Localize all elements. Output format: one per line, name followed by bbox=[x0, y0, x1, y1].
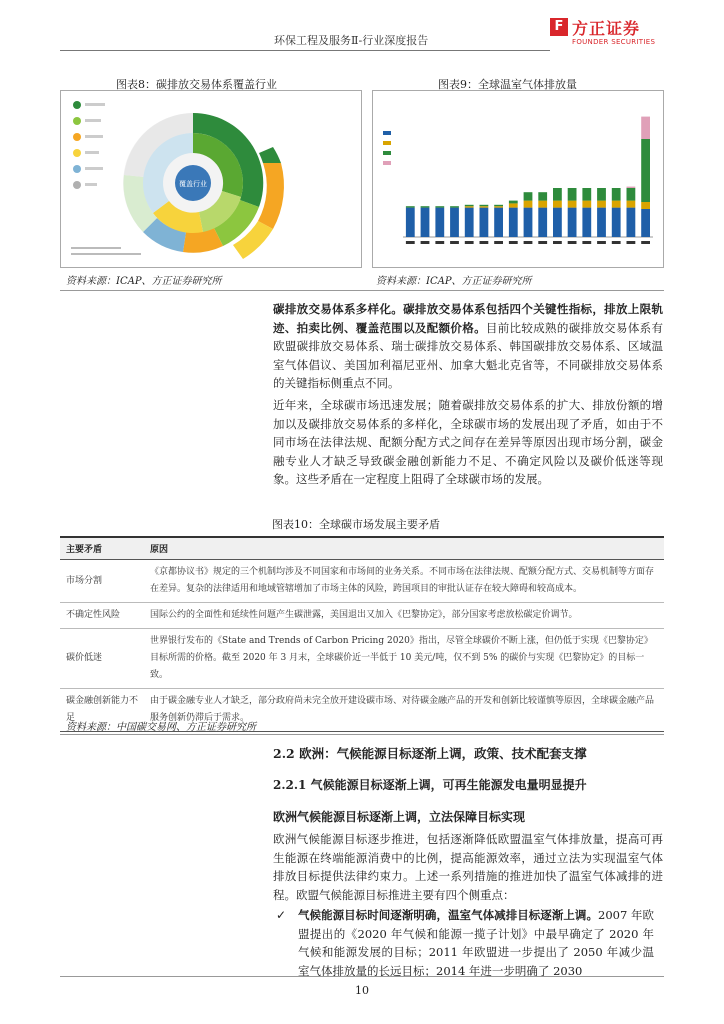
table-row bbox=[60, 629, 664, 689]
page-header bbox=[60, 19, 670, 54]
subsection-heading: 欧洲气候能源目标逐渐上调，立法保障目标实现 bbox=[273, 810, 526, 824]
table10-title: 图表10：全球碳市场发展主要矛盾 bbox=[272, 518, 440, 531]
bar-segment bbox=[641, 139, 650, 202]
bar-segment bbox=[406, 206, 415, 207]
legend-line bbox=[85, 119, 101, 122]
bar-segment bbox=[465, 208, 474, 237]
x-tick-label bbox=[538, 241, 547, 244]
bar-segment bbox=[641, 117, 650, 139]
footnote-line bbox=[71, 247, 121, 249]
report-title: 环保工程及服务Ⅱ-行业深度报告 bbox=[274, 34, 429, 47]
intro-paragraph-1 bbox=[273, 300, 663, 393]
figure8-title: 图表8：碳排放交易体系覆盖行业 bbox=[116, 78, 277, 91]
center-label: 覆盖行业 bbox=[179, 180, 207, 188]
x-tick-label bbox=[450, 241, 459, 244]
legend-line bbox=[85, 167, 103, 170]
column-header-reason: 原因 bbox=[144, 537, 664, 560]
legend-dot bbox=[73, 149, 81, 157]
logo-mark-icon: F bbox=[550, 18, 568, 36]
bar-segment bbox=[538, 192, 547, 200]
intro-lead: 碳排放交易体系多样化。碳排放交易体系包括四个关键性指标，排放上限轨迹、拍卖比例、覆盖范围以及配额价格。 bbox=[273, 302, 663, 335]
section-heading-2-2: 2.2 欧洲：气候能源目标逐渐上调，政策、技术配套支撑 bbox=[273, 746, 587, 761]
x-tick-label bbox=[406, 241, 415, 244]
bullet-lead: 气候能源目标时间逐渐明确，温室气体减排目标逐渐上调。 bbox=[298, 908, 598, 922]
x-tick-label bbox=[435, 241, 444, 244]
issue-cell: 碳价低迷 bbox=[60, 629, 144, 689]
bar-segment bbox=[450, 208, 459, 237]
bar-segment bbox=[421, 206, 430, 207]
reason-cell: 由于碳金融专业人才缺乏，部分政府尚未完全放开建设碳市场、对待碳金融产品的开发和创新比较谨慎等原因，全球碳金融产品服务创新仍滞后于需求。 bbox=[144, 689, 664, 732]
bar-segment bbox=[597, 208, 606, 237]
legend-swatch bbox=[383, 161, 391, 165]
legend-dot bbox=[73, 101, 81, 109]
bar-segment bbox=[612, 208, 621, 237]
footnote-line bbox=[71, 253, 141, 255]
legend-line bbox=[85, 151, 99, 154]
bar-segment bbox=[568, 188, 577, 201]
x-tick-label bbox=[421, 241, 430, 244]
bar-segment bbox=[627, 201, 636, 208]
bar-segment bbox=[627, 187, 636, 188]
legend-line bbox=[85, 103, 105, 106]
legend-dot bbox=[73, 117, 81, 125]
table10-source: 资料来源：中国碳交易网、方正证券研究所 bbox=[66, 722, 256, 733]
bar-segment bbox=[568, 201, 577, 208]
legend-swatch bbox=[383, 151, 391, 155]
checkmark-icon: ✓ bbox=[276, 908, 287, 922]
page-number: 10 bbox=[355, 984, 369, 997]
bar-segment bbox=[641, 209, 650, 237]
logo-name-cn: 方正证券 bbox=[572, 19, 641, 38]
footer-divider bbox=[60, 976, 664, 977]
bar-segment bbox=[435, 208, 444, 237]
bar-segment bbox=[524, 192, 533, 200]
bar-segment bbox=[627, 188, 636, 201]
bar-segment bbox=[509, 201, 518, 204]
bar-segment bbox=[597, 201, 606, 208]
bar-segment bbox=[582, 208, 591, 237]
x-tick-label bbox=[641, 241, 650, 244]
bar-segment bbox=[421, 208, 430, 237]
bar-segment bbox=[509, 203, 518, 207]
bar-segment bbox=[450, 206, 459, 207]
bullet-body: 2007 年欧盟提出的《2020 年气候和能源一揽子计划》中最早确定了 2020 年气候和能源发展的目标；2011 年欧盟进一步提出了 2050 年减少温室气体排放量的长远目标；2014 年进一步明确了 2030 bbox=[298, 908, 654, 978]
figure9-title: 图表9：全球温室气体排放量 bbox=[438, 78, 577, 91]
legend-swatch bbox=[383, 131, 391, 135]
legend-line bbox=[85, 135, 103, 138]
reason-cell: 《京都协议书》规定的三个机制均涉及不同国家和市场间的业务关系。不同市场在法律法规、配额分配方式、交易机制等方面存在差异。复杂的法律适用和地域管辖增加了市场主体的风险，跨国项目的审批认证存在较大障碍和较高成本。 bbox=[144, 560, 664, 603]
x-tick-label bbox=[524, 241, 533, 244]
bar-segment bbox=[582, 201, 591, 208]
bar-segment bbox=[582, 188, 591, 201]
bar-segment bbox=[494, 206, 503, 207]
table-row bbox=[60, 560, 664, 603]
intro-paragraph-2: 近年来，全球碳市场迅速发展；随着碳排放交易体系的扩大、排放份额的增加以及碳排放交易体系的多样化，全球碳市场的发展出现了矛盾，如由于不同市场在法律法规、配额分配方式之间存在差异等原因出现市场分割，碳金融专业人才缺乏导致碳金融创新能力不足、不确定风险以及碳价低迷等现象。这些矛盾在一定程度上阻碍了全球碳市场的发展。 bbox=[273, 398, 663, 487]
bar-segment bbox=[612, 201, 621, 208]
bar-segment bbox=[524, 201, 533, 208]
x-tick-label bbox=[627, 241, 636, 244]
legend-dot bbox=[73, 133, 81, 141]
bar-segment bbox=[612, 188, 621, 201]
bar-segment bbox=[480, 208, 489, 237]
x-tick-label bbox=[480, 241, 489, 244]
table-header-row bbox=[60, 537, 664, 560]
figure8-frame bbox=[60, 90, 362, 268]
bar-segment bbox=[568, 208, 577, 237]
figure9-chart bbox=[373, 91, 663, 267]
figure9-frame bbox=[372, 90, 664, 268]
bar-segment bbox=[480, 206, 489, 207]
issue-cell: 不确定性风险 bbox=[60, 603, 144, 629]
x-tick-label bbox=[612, 241, 621, 244]
intro-body: 目前比较成熟的碳排放交易体系有欧盟碳排放交易体系、瑞士碳排放交易体系、韩国碳排放交易体系、区域温室气体倡议、美国加利福尼亚州、加拿大魁北克省等，不同碳排放交易体系的关键指标侧重点不同。 bbox=[273, 320, 663, 391]
x-tick-label bbox=[553, 241, 562, 244]
x-tick-label bbox=[597, 241, 606, 244]
section-heading-2-2-1: 2.2.1 气候能源目标逐渐上调，可再生能源发电量明显提升 bbox=[273, 778, 587, 792]
header-divider bbox=[60, 50, 550, 51]
x-tick-label bbox=[465, 241, 474, 244]
bar-segment bbox=[509, 208, 518, 237]
legend-swatch bbox=[383, 141, 391, 145]
bar-segment bbox=[597, 188, 606, 201]
figure9-source: 资料来源：ICAP、方正证券研究所 bbox=[376, 276, 532, 287]
column-header-issue: 主要矛盾 bbox=[60, 537, 144, 560]
bar-segment bbox=[553, 201, 562, 208]
bar-segment bbox=[538, 208, 547, 237]
contradictions-table bbox=[60, 536, 664, 732]
bar-segment bbox=[494, 205, 503, 206]
issue-cell: 市场分割 bbox=[60, 560, 144, 603]
x-tick-label bbox=[582, 241, 591, 244]
issue-cell: 碳金融创新能力不足 bbox=[60, 689, 144, 732]
sector-legend bbox=[73, 101, 105, 189]
bar-segment bbox=[627, 208, 636, 237]
reason-cell: 世界银行发布的《State and Trends of Carbon Pricing 2020》指出，尽管全球碳价不断上涨，但仍低于实现《巴黎协定》目标所需的价格。截至 2020 年 3 月末，全球碳价近一半低于 10 美元/吨，仅不到 5% 的碳价与实现《巴黎协定》的目标一致。 bbox=[144, 629, 664, 689]
bar-segment bbox=[553, 188, 562, 201]
outer-ring-sector bbox=[259, 147, 281, 163]
bar-segment bbox=[465, 205, 474, 206]
bar-segment bbox=[435, 206, 444, 207]
founder-logo bbox=[550, 16, 670, 52]
x-tick-label bbox=[568, 241, 577, 244]
figures-divider bbox=[60, 290, 664, 291]
section-paragraph: 欧洲气候能源目标逐步推进，包括逐渐降低欧盟温室气体排放量，提高可再生能源在终端能源消费中的比例，提高能源效率，通过立法为实现温室气体排放目标提供法律约束力。上述一系列措施的推进加快了温室气体减排的进程。欧盟气候能源目标推进主要有四个侧重点： bbox=[273, 832, 663, 902]
x-tick-label bbox=[494, 241, 503, 244]
bar-segment bbox=[406, 208, 415, 237]
x-tick-label bbox=[509, 241, 518, 244]
legend-dot bbox=[73, 181, 81, 189]
bar-segment bbox=[494, 208, 503, 237]
figure8-source: 资料来源：ICAP、方正证券研究所 bbox=[66, 276, 222, 287]
bar-segment bbox=[480, 205, 489, 206]
bar-segment bbox=[465, 206, 474, 207]
table-divider bbox=[60, 734, 664, 735]
figure8-sunburst bbox=[61, 91, 361, 267]
bar-segment bbox=[524, 208, 533, 237]
logo-name-en: FOUNDER SECURITIES bbox=[572, 38, 656, 46]
bar-segment bbox=[538, 201, 547, 208]
bullet-paragraph bbox=[298, 906, 654, 980]
sunburst-rings bbox=[123, 113, 284, 259]
legend-dot bbox=[73, 165, 81, 173]
table-row bbox=[60, 603, 664, 629]
legend-line bbox=[85, 183, 97, 186]
bar-segment bbox=[641, 202, 650, 209]
reason-cell: 国际公约的全面性和延续性问题产生碳泄露，美国退出又加入《巴黎协定》，部分国家考虑放松碳定价调节。 bbox=[144, 603, 664, 629]
bar-segment bbox=[553, 208, 562, 237]
